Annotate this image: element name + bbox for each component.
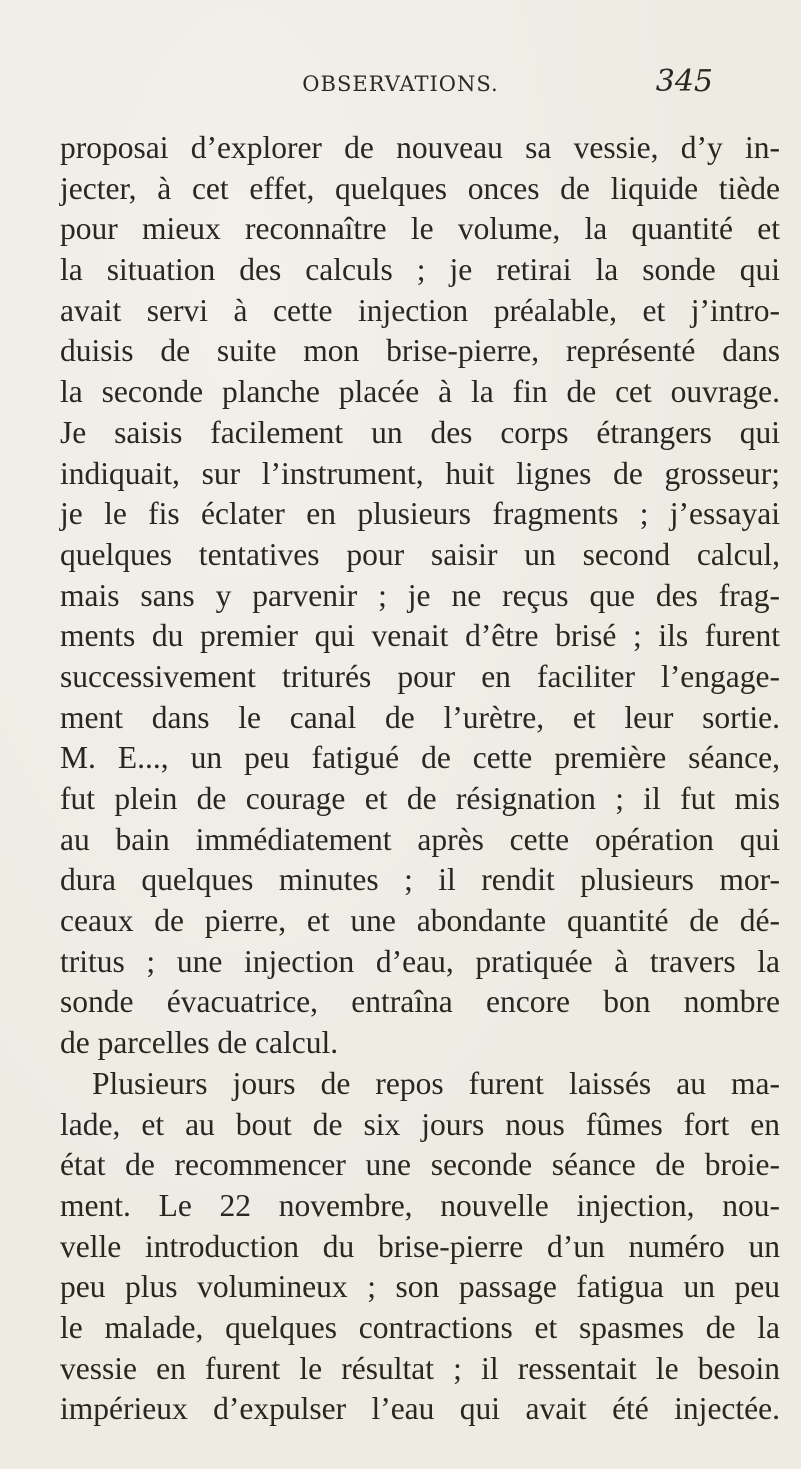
text-line: vessie en furent le résultat ; il ressentait le besoin bbox=[60, 1350, 780, 1386]
text-line: ment dans le canal de l’urètre, et leur sortie. bbox=[60, 699, 780, 735]
text-line: quelques tentatives pour saisir un second calcul, bbox=[60, 536, 780, 572]
text-line: ments du premier qui venait d’être brisé ; ils furent bbox=[60, 618, 780, 654]
text-line: de parcelles de calcul. bbox=[60, 1025, 339, 1061]
text-line: mais sans y parvenir ; je ne reçus que des frag- bbox=[60, 577, 780, 613]
text-line: velle introduction du brise-pierre d’un numéro un bbox=[60, 1228, 780, 1264]
text-line: je le fis éclater en plusieurs fragments ; j’essayai bbox=[60, 496, 780, 532]
text-line: impérieux d’expulser l’eau qui avait été injectée. bbox=[60, 1391, 780, 1427]
body-text bbox=[60, 128, 780, 1430]
text-line: duisis de suite mon brise-pierre, représenté dans bbox=[60, 333, 780, 369]
text-line: la situation des calculs ; je retirai la sonde qui bbox=[60, 252, 780, 288]
text-line: peu plus volumineux ; son passage fatigua un peu bbox=[60, 1269, 780, 1305]
text-line: le malade, quelques contractions et spasmes de la bbox=[60, 1309, 780, 1345]
text-line: successivement triturés pour en faciliter l’engage- bbox=[60, 658, 780, 694]
text-line: indiquait, sur l’instrument, huit lignes de grosseur; bbox=[60, 455, 780, 491]
text-line: fut plein de courage et de résignation ; il fut mis bbox=[60, 781, 780, 816]
text-line: Je saisis facilement un des corps étrangers qui bbox=[60, 414, 780, 450]
running-head bbox=[60, 64, 741, 112]
page-number: 345 bbox=[655, 64, 713, 99]
text-line: jecter, à cet effet, quelques onces de liquide tiède bbox=[60, 170, 780, 206]
text-line: proposai d’explorer de nouveau sa vessie, d’y in- bbox=[60, 130, 780, 165]
text-line: lade, et au bout de six jours nous fûmes fort en bbox=[60, 1106, 780, 1142]
text-line: ceaux de pierre, et une abondante quantité de dé- bbox=[60, 903, 780, 939]
text-line: pour mieux reconnaître le volume, la quantité et bbox=[60, 211, 780, 247]
text-line: la seconde planche placée à la fin de cet ouvrage. bbox=[60, 374, 780, 410]
text-line: sonde évacuatrice, entraîna encore bon nombre bbox=[60, 984, 780, 1020]
running-title: OBSERVATIONS. bbox=[302, 72, 499, 96]
text-line: état de recommencer une seconde séance de broie- bbox=[60, 1147, 780, 1183]
text-line: M. E..., un peu fatigué de cette première séance, bbox=[60, 740, 780, 776]
text-line: dura quelques minutes ; il rendit plusieurs mor- bbox=[60, 862, 780, 898]
text-line: au bain immédiatement après cette opération qui bbox=[60, 821, 780, 857]
text-line: avait servi à cette injection préalable, et j’intro- bbox=[60, 292, 780, 328]
text-line: Plusieurs jours de repos furent laissés au ma- bbox=[92, 1065, 780, 1101]
text-line: ment. Le 22 novembre, nouvelle injection, nou- bbox=[60, 1187, 780, 1223]
text-line: tritus ; une injection d’eau, pratiquée à travers la bbox=[60, 943, 780, 979]
